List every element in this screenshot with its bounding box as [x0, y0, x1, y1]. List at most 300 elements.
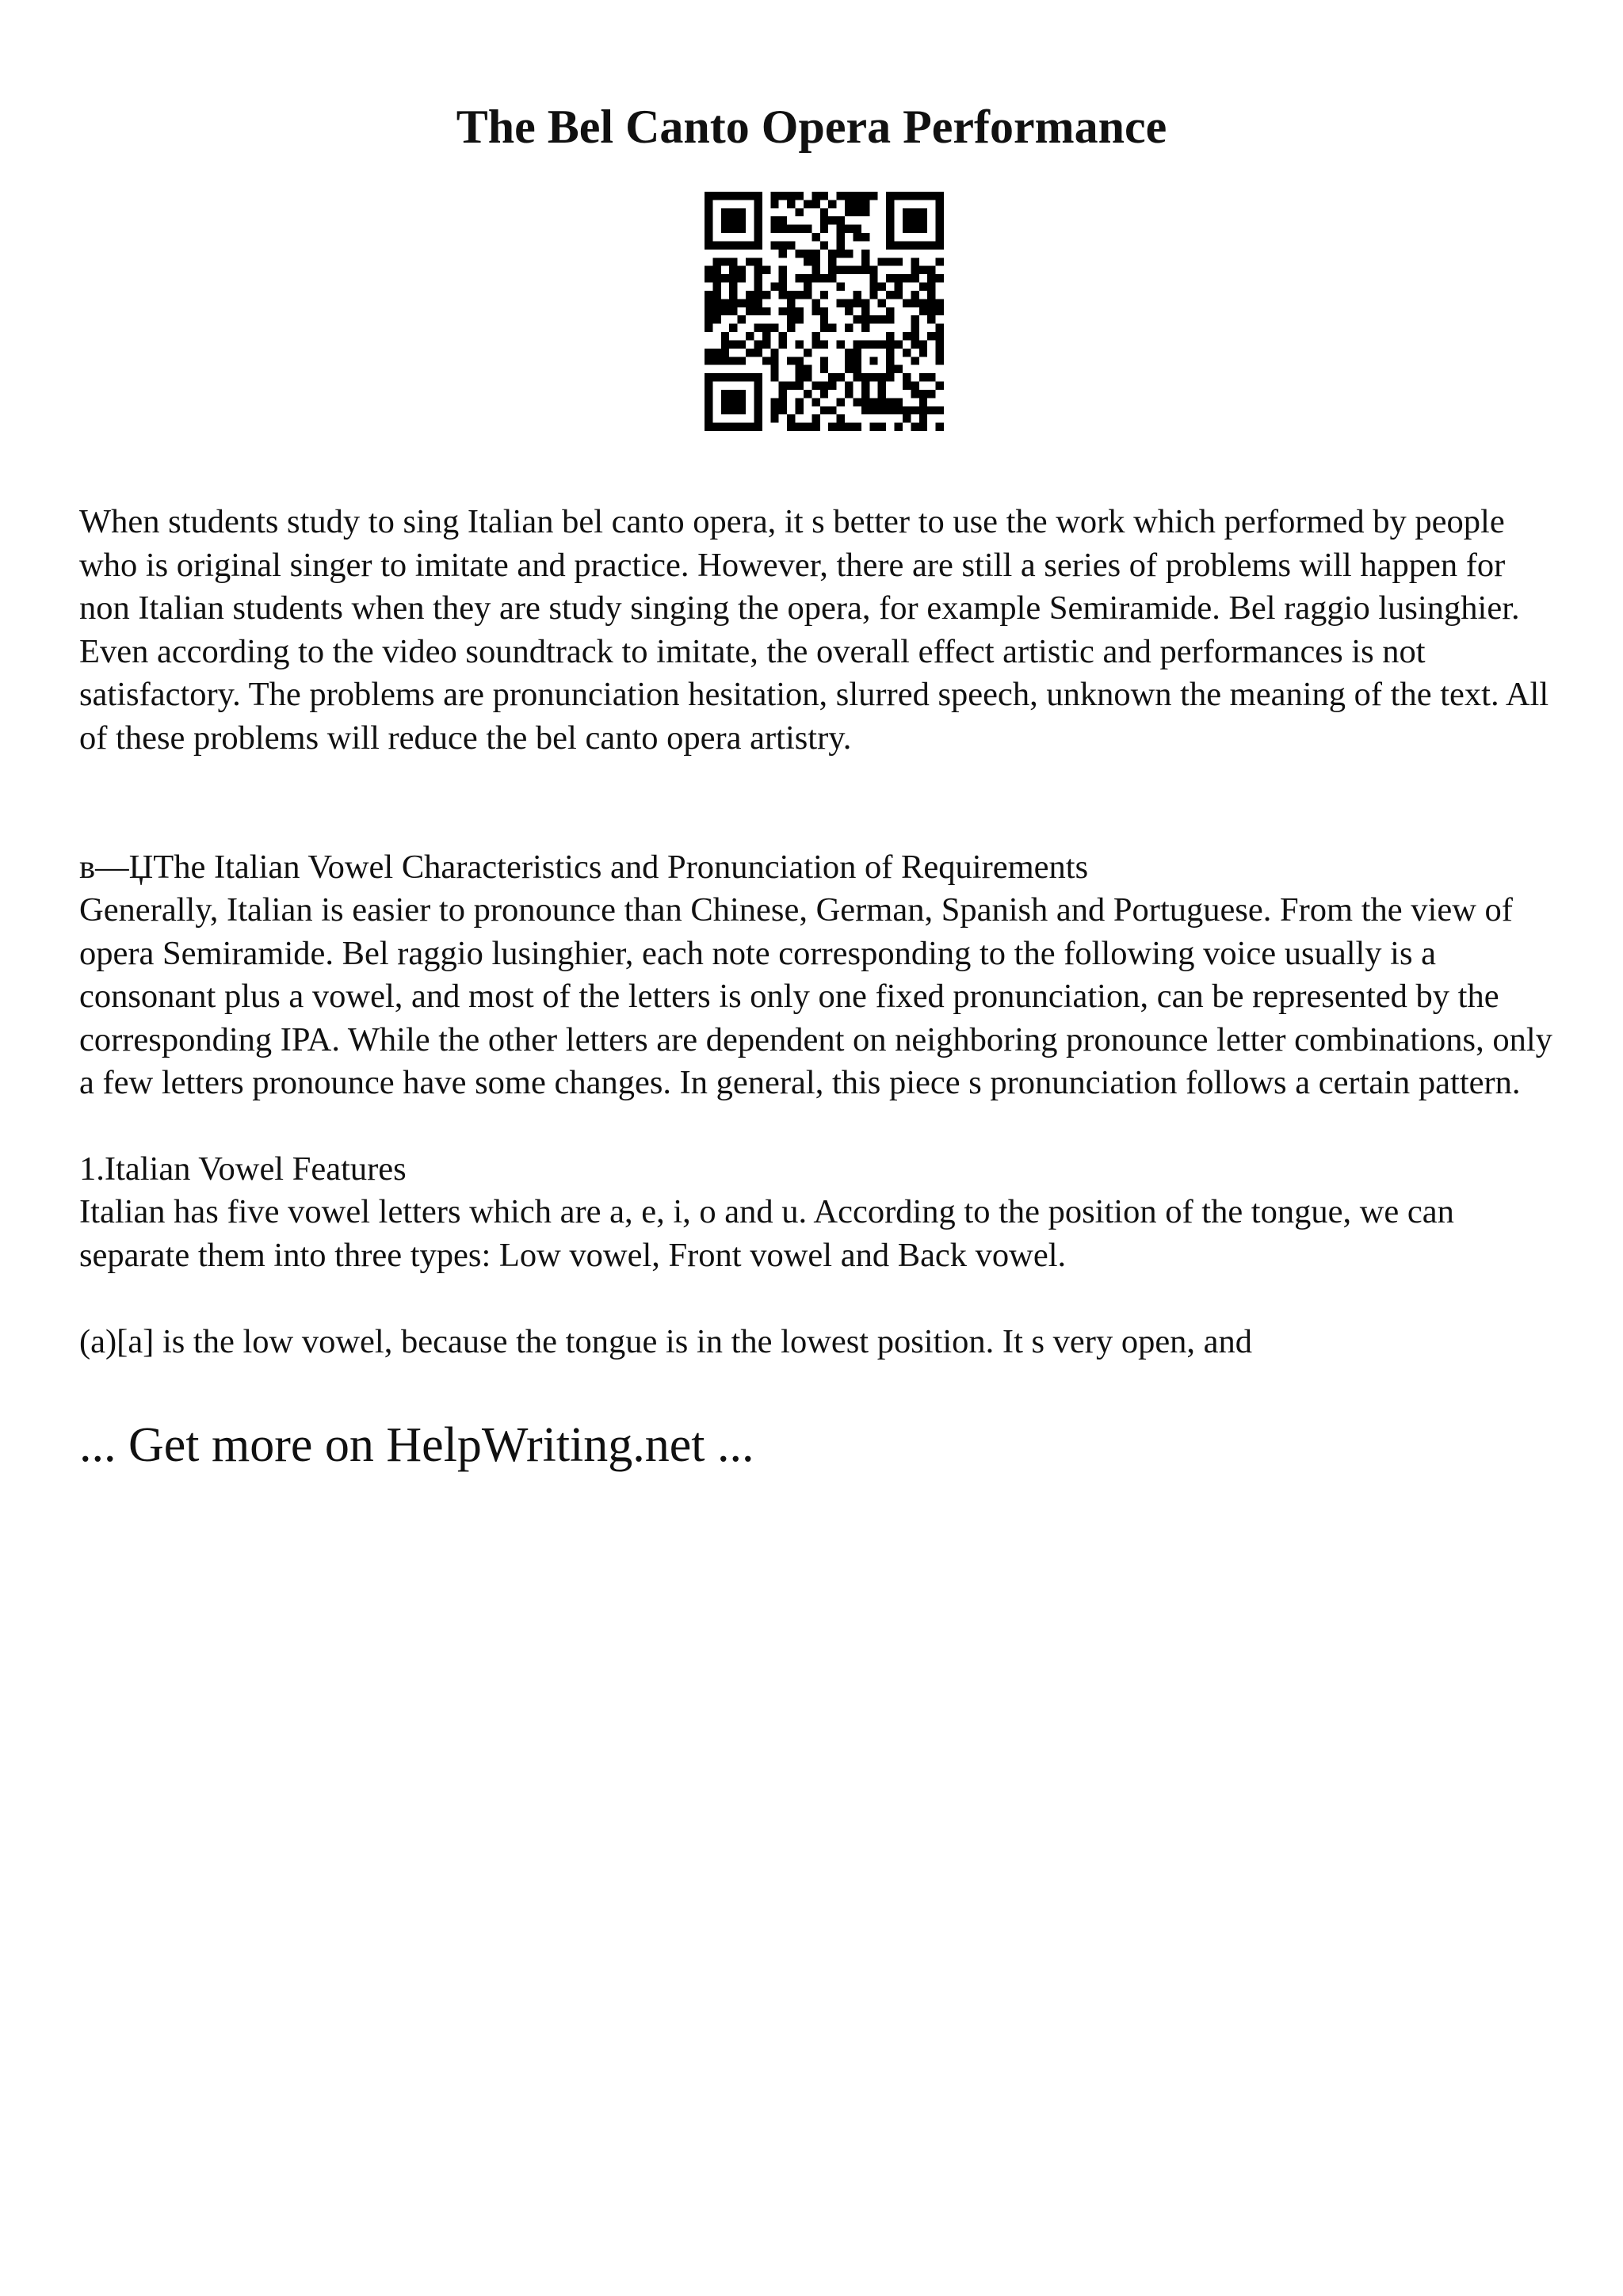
qr-module — [770, 414, 778, 422]
qr-module — [804, 349, 812, 357]
qr-module — [787, 423, 795, 431]
qr-module — [721, 274, 729, 282]
qr-module — [845, 266, 853, 274]
qr-module — [911, 192, 918, 200]
qr-module — [845, 390, 853, 398]
qr-module — [787, 299, 795, 307]
qr-module — [779, 291, 787, 299]
qr-module — [787, 241, 795, 249]
qr-module — [886, 406, 894, 414]
qr-module — [779, 390, 787, 398]
qr-module — [712, 307, 720, 315]
qr-module — [721, 332, 729, 340]
qr-module — [820, 291, 828, 299]
qr-module — [936, 332, 944, 340]
qr-module — [812, 200, 819, 208]
qr-module — [861, 233, 869, 241]
qr-module — [754, 373, 762, 381]
qr-module — [796, 357, 804, 364]
qr-module — [911, 274, 918, 282]
qr-module — [729, 257, 737, 265]
qr-module — [721, 208, 729, 216]
qr-module — [804, 200, 812, 208]
qr-module — [779, 266, 787, 274]
qr-module — [721, 406, 729, 414]
qr-module — [837, 266, 845, 274]
qr-module — [861, 340, 869, 348]
qr-module — [754, 324, 762, 332]
qr-module — [886, 357, 894, 364]
qr-module — [754, 390, 762, 398]
qr-module — [911, 324, 918, 332]
qr-module — [779, 225, 787, 233]
qr-module — [721, 340, 729, 348]
qr-module — [828, 216, 836, 224]
qr-module — [903, 414, 911, 422]
qr-module — [796, 423, 804, 431]
qr-module — [796, 291, 804, 299]
qr-module — [804, 257, 812, 265]
qr-module — [762, 332, 770, 340]
qr-module — [804, 274, 812, 282]
qr-module — [729, 373, 737, 381]
qr-module — [853, 192, 861, 200]
qr-module — [869, 406, 877, 414]
qr-module — [770, 373, 778, 381]
qr-module — [886, 225, 894, 233]
qr-module — [903, 241, 911, 249]
qr-module — [796, 382, 804, 390]
qr-module — [820, 324, 828, 332]
qr-module — [762, 340, 770, 348]
qr-module — [861, 208, 869, 216]
qr-module — [845, 423, 853, 431]
qr-module — [903, 382, 911, 390]
qr-module — [903, 332, 911, 340]
qr-module — [812, 266, 819, 274]
qr-module — [878, 390, 886, 398]
section-heading: в—ЏThe Italian Vowel Characteristics and Pronunciation of Requirements — [79, 849, 1089, 886]
qr-module — [754, 208, 762, 216]
qr-module — [861, 382, 869, 390]
qr-module — [886, 315, 894, 323]
qr-module — [936, 324, 944, 332]
qr-module — [729, 324, 737, 332]
qr-module — [903, 225, 911, 233]
qr-module — [936, 241, 944, 249]
qr-module — [729, 299, 737, 307]
qr-module — [911, 406, 918, 414]
section-paragraph: Generally, Italian is easier to pronounce than Chinese, German, Spanish and Portuguese. From the view of opera Semiramide. Bel raggio lusinghier, each note corresponding to the following voice usually is a consonant plus a vowel, and most of the letters is only one fixed pronunciation, can be represented by the corresponding IPA. While the other letters are dependent on neighboring pronounce letter combinations, only a few letters pronounce have some changes. In general, this piece s pronunciation follows a certain pattern. — [79, 891, 1552, 1101]
qr-module — [787, 315, 795, 323]
qr-module — [796, 192, 804, 200]
qr-module — [869, 291, 877, 299]
qr-module — [886, 216, 894, 224]
qr-module — [754, 398, 762, 406]
qr-module — [796, 274, 804, 282]
qr-module — [729, 192, 737, 200]
qr-module — [712, 241, 720, 249]
qr-module — [936, 307, 944, 315]
qr-module — [754, 192, 762, 200]
qr-module — [779, 241, 787, 249]
qr-module — [869, 423, 877, 431]
qr-module — [738, 315, 746, 323]
qr-module — [878, 423, 886, 431]
qr-module — [919, 241, 927, 249]
qr-module — [712, 283, 720, 291]
qr-module — [796, 373, 804, 381]
qr-module — [845, 192, 853, 200]
qr-module — [927, 283, 935, 291]
qr-module — [820, 390, 828, 398]
qr-module — [878, 283, 886, 291]
qr-module — [712, 274, 720, 282]
qr-module — [828, 373, 836, 381]
qr-module — [911, 315, 918, 323]
qr-module — [886, 373, 894, 381]
qr-module — [796, 250, 804, 257]
qr-module — [820, 192, 828, 200]
qr-module — [927, 299, 935, 307]
qr-module — [738, 299, 746, 307]
qr-module — [721, 299, 729, 307]
qr-module — [919, 423, 927, 431]
qr-module — [927, 406, 935, 414]
qr-module — [927, 307, 935, 315]
qr-module — [705, 208, 712, 216]
qr-module — [729, 390, 737, 398]
qr-module — [853, 340, 861, 348]
qr-module — [919, 266, 927, 274]
qr-module — [812, 340, 819, 348]
qr-module — [738, 390, 746, 398]
qr-module — [845, 324, 853, 332]
qr-module — [845, 299, 853, 307]
qr-module — [911, 241, 918, 249]
qr-module — [754, 382, 762, 390]
qr-module — [787, 414, 795, 422]
qr-module — [712, 257, 720, 265]
qr-module — [878, 398, 886, 406]
qr-module — [853, 423, 861, 431]
document-title: The Bel Canto Opera Performance — [456, 101, 1167, 153]
qr-module — [754, 340, 762, 348]
qr-module — [911, 208, 918, 216]
qr-module — [837, 414, 845, 422]
qr-module — [705, 390, 712, 398]
qr-module — [869, 357, 877, 364]
qr-module — [705, 225, 712, 233]
qr-module — [886, 233, 894, 241]
qr-module — [812, 233, 819, 241]
qr-module — [845, 382, 853, 390]
qr-module — [895, 340, 903, 348]
qr-module — [911, 382, 918, 390]
low-vowel-paragraph: (a)[a] is the low vowel, because the tongue is in the lowest position. It s very open, and — [79, 1323, 1253, 1360]
qr-module — [787, 382, 795, 390]
qr-module — [911, 257, 918, 265]
qr-module — [820, 365, 828, 373]
qr-module — [812, 414, 819, 422]
qr-module — [804, 365, 812, 373]
qr-module — [853, 299, 861, 307]
qr-module — [820, 216, 828, 224]
qr-module — [936, 423, 944, 431]
qr-module — [779, 216, 787, 224]
qr-module — [861, 200, 869, 208]
qr-module — [705, 324, 712, 332]
qr-module — [762, 357, 770, 364]
qr-module — [796, 315, 804, 323]
qr-module — [869, 373, 877, 381]
qr-module — [820, 340, 828, 348]
qr-module — [738, 398, 746, 406]
qr-module — [762, 266, 770, 274]
qr-module — [770, 324, 778, 332]
qr-module — [837, 340, 845, 348]
qr-module — [861, 390, 869, 398]
qr-module — [878, 299, 886, 307]
qr-module — [927, 291, 935, 299]
qr-module — [754, 406, 762, 414]
qr-module — [927, 373, 935, 381]
qr-module — [845, 357, 853, 364]
qr-module — [712, 315, 720, 323]
qr-module — [779, 332, 787, 340]
qr-module — [705, 357, 712, 364]
qr-module — [886, 365, 894, 373]
qr-module — [705, 406, 712, 414]
qr-module — [936, 357, 944, 364]
qr-module — [804, 423, 812, 431]
qr-module — [861, 398, 869, 406]
qr-module — [886, 307, 894, 315]
intro-paragraph: When students study to sing Italian bel canto opera, it s better to use the work which performed by people who is original singer to imitate and practice. However, there are still a series of problems will happen for non Italian students when they are study singing the opera, for example Semiramide. Bel raggio lusinghier. Even according to the video soundtrack to imitate, the overall effect artistic and performances is not satisfactory. The problems are pronunciation hesitation, slurred speech, unknown the meaning of the text. All of these problems will reduce the bel canto opera artistry. — [79, 503, 1549, 757]
qr-module — [754, 291, 762, 299]
qr-module — [796, 365, 804, 373]
qr-module — [729, 266, 737, 274]
qr-module — [770, 216, 778, 224]
qr-module — [927, 390, 935, 398]
qr-module — [746, 291, 754, 299]
qr-module — [804, 283, 812, 291]
qr-module — [812, 423, 819, 431]
qr-module — [828, 274, 836, 282]
qr-module — [886, 291, 894, 299]
qr-module — [754, 423, 762, 431]
qr-module — [845, 307, 853, 315]
qr-module — [845, 250, 853, 257]
qr-module — [869, 266, 877, 274]
qr-module — [729, 423, 737, 431]
qr-module — [919, 406, 927, 414]
qr-module — [837, 241, 845, 249]
qr-module — [853, 373, 861, 381]
qr-module — [878, 315, 886, 323]
qr-module — [746, 373, 754, 381]
qr-module — [861, 307, 869, 315]
qr-module — [911, 216, 918, 224]
qr-module — [919, 299, 927, 307]
qr-module — [936, 192, 944, 200]
qr-module — [770, 192, 778, 200]
qr-module — [911, 340, 918, 348]
qr-module — [927, 241, 935, 249]
qr-module — [903, 274, 911, 282]
qr-module — [853, 266, 861, 274]
qr-module — [919, 373, 927, 381]
qr-module — [927, 266, 935, 274]
qr-module — [861, 315, 869, 323]
qr-module — [837, 373, 845, 381]
qr-module — [770, 365, 778, 373]
qr-module — [705, 216, 712, 224]
qr-module — [712, 373, 720, 381]
qr-module — [895, 398, 903, 406]
qr-module — [828, 266, 836, 274]
qr-module — [770, 349, 778, 357]
qr-module — [712, 299, 720, 307]
qr-module — [787, 225, 795, 233]
qr-module — [721, 216, 729, 224]
qr-module — [705, 423, 712, 431]
qr-module — [936, 216, 944, 224]
qr-module — [754, 274, 762, 282]
qr-module — [796, 225, 804, 233]
qr-module — [738, 274, 746, 282]
qr-module — [919, 307, 927, 315]
qr-module — [796, 340, 804, 348]
qr-module — [911, 357, 918, 364]
qr-module — [861, 266, 869, 274]
qr-module — [903, 216, 911, 224]
qr-module — [705, 233, 712, 241]
qr-module — [878, 382, 886, 390]
qr-module — [919, 340, 927, 348]
qr-module — [738, 216, 746, 224]
qr-code-icon — [705, 192, 944, 431]
qr-module — [936, 406, 944, 414]
qr-module — [837, 192, 845, 200]
qr-module — [919, 398, 927, 406]
qr-module — [705, 291, 712, 299]
qr-module — [895, 283, 903, 291]
qr-module — [738, 423, 746, 431]
qr-module — [779, 307, 787, 315]
qr-module — [779, 283, 787, 291]
qr-module — [919, 349, 927, 357]
qr-module — [738, 225, 746, 233]
qr-module — [754, 200, 762, 208]
qr-module — [787, 357, 795, 364]
qr-module — [861, 299, 869, 307]
qr-module — [779, 398, 787, 406]
qr-module — [754, 225, 762, 233]
qr-module — [853, 291, 861, 299]
qr-module — [919, 283, 927, 291]
qr-module — [721, 390, 729, 398]
qr-module — [919, 390, 927, 398]
qr-module — [828, 382, 836, 390]
qr-module — [746, 299, 754, 307]
qr-module — [705, 414, 712, 422]
qr-module — [837, 299, 845, 307]
qr-module — [762, 291, 770, 299]
qr-module — [721, 225, 729, 233]
qr-module — [812, 382, 819, 390]
qr-module — [804, 225, 812, 233]
qr-module — [738, 208, 746, 216]
qr-module — [738, 266, 746, 274]
qr-module — [738, 241, 746, 249]
qr-module — [796, 398, 804, 406]
qr-module — [721, 257, 729, 265]
qr-module — [770, 357, 778, 364]
qr-module — [812, 257, 819, 265]
qr-module — [845, 200, 853, 208]
qr-module — [705, 349, 712, 357]
qr-module — [754, 349, 762, 357]
qr-module — [886, 208, 894, 216]
qr-module — [721, 349, 729, 357]
qr-module — [869, 283, 877, 291]
qr-module — [919, 192, 927, 200]
qr-module — [853, 365, 861, 373]
qr-module — [712, 266, 720, 274]
qr-module — [828, 250, 836, 257]
qr-module — [886, 349, 894, 357]
qr-module — [721, 192, 729, 200]
qr-module — [754, 241, 762, 249]
qr-module — [936, 299, 944, 307]
qr-module — [705, 398, 712, 406]
qr-module — [845, 208, 853, 216]
qr-module — [820, 274, 828, 282]
get-more-link[interactable]: ... Get more on HelpWriting.net ... — [79, 1418, 754, 1472]
qr-module — [853, 398, 861, 406]
qr-module — [770, 225, 778, 233]
qr-module — [911, 423, 918, 431]
qr-module — [754, 257, 762, 265]
qr-module — [787, 200, 795, 208]
qr-module — [828, 423, 836, 431]
qr-module — [746, 349, 754, 357]
qr-module — [820, 406, 828, 414]
qr-module — [812, 250, 819, 257]
qr-module — [828, 257, 836, 265]
qr-module — [919, 216, 927, 224]
qr-module — [869, 274, 877, 282]
qr-module — [886, 241, 894, 249]
qr-module — [762, 324, 770, 332]
qr-module — [936, 208, 944, 216]
qr-module — [721, 398, 729, 406]
qr-module — [878, 373, 886, 381]
qr-module — [853, 208, 861, 216]
qr-module — [895, 241, 903, 249]
qr-module — [911, 291, 918, 299]
qr-module — [729, 340, 737, 348]
qr-module — [787, 192, 795, 200]
qr-module — [895, 406, 903, 414]
qr-module — [712, 291, 720, 299]
qr-module — [754, 216, 762, 224]
qr-module — [853, 233, 861, 241]
qr-module — [936, 233, 944, 241]
qr-module — [886, 398, 894, 406]
qr-module — [754, 283, 762, 291]
